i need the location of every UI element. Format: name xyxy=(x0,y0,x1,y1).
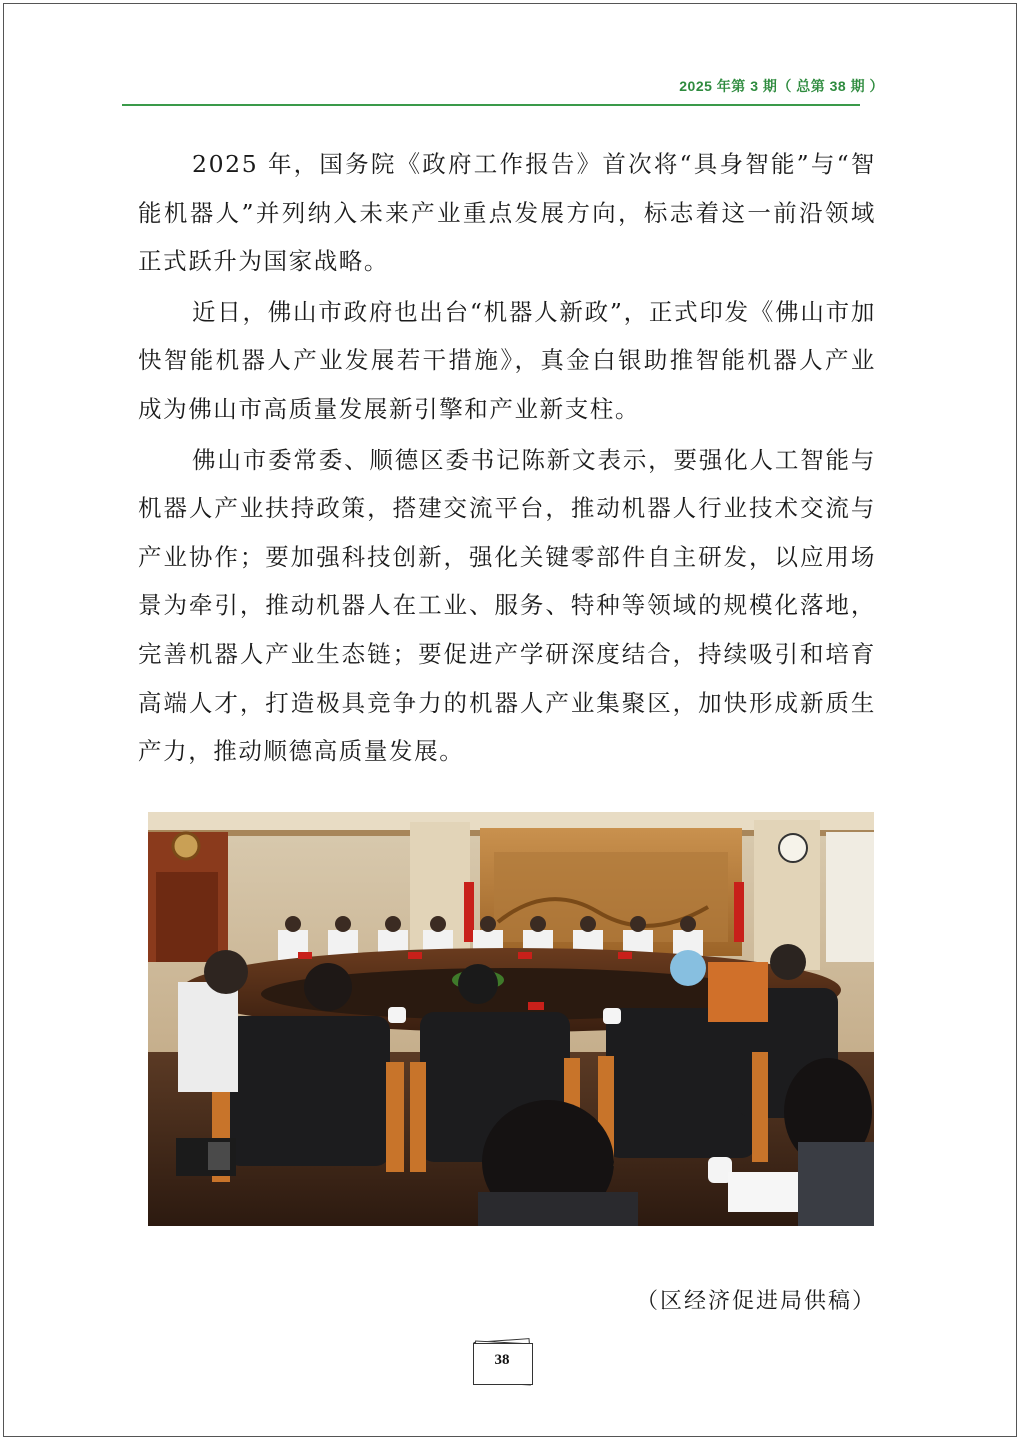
paragraph-3: 佛山市委常委、顺德区委书记陈新文表示，要强化人工智能与机器人产业扶持政策，搭建交流平台，推动机器人行业技术交流与产业协作；要加强科技创新，强化关键零部件自主研发，以应用场景为牵引，推动机器人在工业、服务、特种等领域的规模化落地，完善机器人产业生态链；要促进产学研深度结合，持续吸引和培育高端人才，打造极具竞争力的机器人产业集聚区，加快形成新质生产力，推动顺德高质量发展。 xyxy=(138,445,876,766)
paragraph-2: 近日，佛山市政府也出台“机器人新政”，正式印发《佛山市加快智能机器人产业发展若干措施》，真金白银助推智能机器人产业成为佛山市高质量发展新引擎和产业新支柱。 xyxy=(138,297,876,423)
header-divider xyxy=(122,104,860,106)
paragraph-1: 2025 年，国务院《政府工作报告》首次将“具身智能”与“智能机器人”并列纳入未来产业重点发展方向，标志着这一前沿领域正式跃升为国家战略。 xyxy=(138,150,876,276)
source-credit: （区经济促进局供稿） xyxy=(635,1289,876,1314)
meeting-room-photo xyxy=(148,812,874,1226)
page-number-text: 38 xyxy=(494,1352,510,1368)
article-body xyxy=(138,140,876,778)
issue-header: 2025 年第 3 期（ 总第 38 期 ） xyxy=(679,78,884,94)
page-number xyxy=(471,1340,533,1384)
